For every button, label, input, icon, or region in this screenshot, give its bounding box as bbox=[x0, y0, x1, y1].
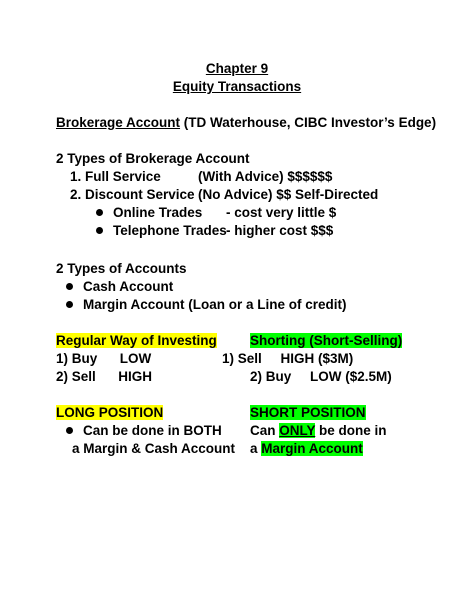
sub-item-online-note: - cost very little $ bbox=[226, 205, 337, 220]
account-types-heading: 2 Types of Accounts bbox=[56, 261, 187, 276]
account-margin-label: Margin Account (Loan or a Line of credit) bbox=[83, 297, 347, 312]
brokerage-examples: (TD Waterhouse, CIBC Investor’s Edge) bbox=[180, 115, 437, 130]
shorting-row-1: 1) Sell HIGH ($3M) bbox=[222, 351, 354, 366]
account-cash bbox=[66, 278, 173, 296]
sub-item-online-label: Online Trades bbox=[113, 205, 203, 220]
bullet-icon bbox=[96, 209, 103, 216]
broker-type-full: 1. Full Service bbox=[70, 169, 161, 184]
bullet-icon bbox=[96, 227, 103, 234]
regular-row-2: 2) Sell HIGH bbox=[56, 369, 153, 384]
long-position-heading bbox=[56, 404, 163, 422]
sub-item-telephone-label: Telephone Trades bbox=[113, 223, 227, 238]
brokerage-line bbox=[56, 114, 436, 132]
short-position-line-1-pre: Can bbox=[250, 423, 280, 438]
broker-type-discount-note: (No Advice) $$ Self-Directed bbox=[198, 187, 379, 202]
broker-types-heading: 2 Types of Brokerage Account bbox=[56, 151, 250, 166]
regular-row-1: 1) Buy LOW bbox=[56, 351, 152, 366]
long-position-heading-text: LONG POSITION bbox=[56, 405, 164, 420]
sub-item-online bbox=[96, 204, 202, 222]
short-position-only: ONLY bbox=[279, 423, 316, 438]
short-position-line-1 bbox=[250, 422, 387, 440]
shorting-row-2: 2) Buy LOW ($2.5M) bbox=[250, 369, 392, 384]
chapter-label: Chapter 9 bbox=[205, 61, 269, 76]
long-position-line-1 bbox=[66, 422, 222, 440]
bullet-icon bbox=[66, 283, 73, 290]
brokerage-heading: Brokerage Account bbox=[56, 115, 181, 130]
short-position-line-2-pre: a bbox=[250, 441, 262, 456]
page-title: Equity Transactions bbox=[172, 79, 302, 94]
account-margin bbox=[66, 296, 347, 314]
broker-type-full-note: (With Advice) $$$$$$ bbox=[198, 169, 333, 184]
broker-type-discount: 2. Discount Service bbox=[70, 187, 195, 202]
account-cash-label: Cash Account bbox=[83, 279, 174, 294]
short-position-line-2 bbox=[250, 440, 363, 458]
shorting-heading-text: Shorting (Short-Selling) bbox=[250, 333, 403, 348]
sub-item-telephone-note: - higher cost $$$ bbox=[226, 223, 334, 238]
regular-heading-text: Regular Way of Investing bbox=[56, 333, 217, 348]
bullet-icon bbox=[66, 427, 73, 434]
short-position-heading-text: SHORT POSITION bbox=[250, 405, 366, 420]
bullet-icon bbox=[66, 301, 73, 308]
long-position-line-1-text: Can be done in BOTH bbox=[83, 423, 222, 438]
shorting-heading bbox=[250, 332, 402, 350]
sub-item-telephone bbox=[96, 222, 227, 240]
short-position-margin-account: Margin Account bbox=[261, 441, 363, 456]
long-position-line-2: a Margin & Cash Account bbox=[72, 441, 236, 456]
short-position-line-1-post: be done in bbox=[315, 423, 387, 438]
short-position-heading bbox=[250, 404, 366, 422]
regular-heading bbox=[56, 332, 217, 350]
